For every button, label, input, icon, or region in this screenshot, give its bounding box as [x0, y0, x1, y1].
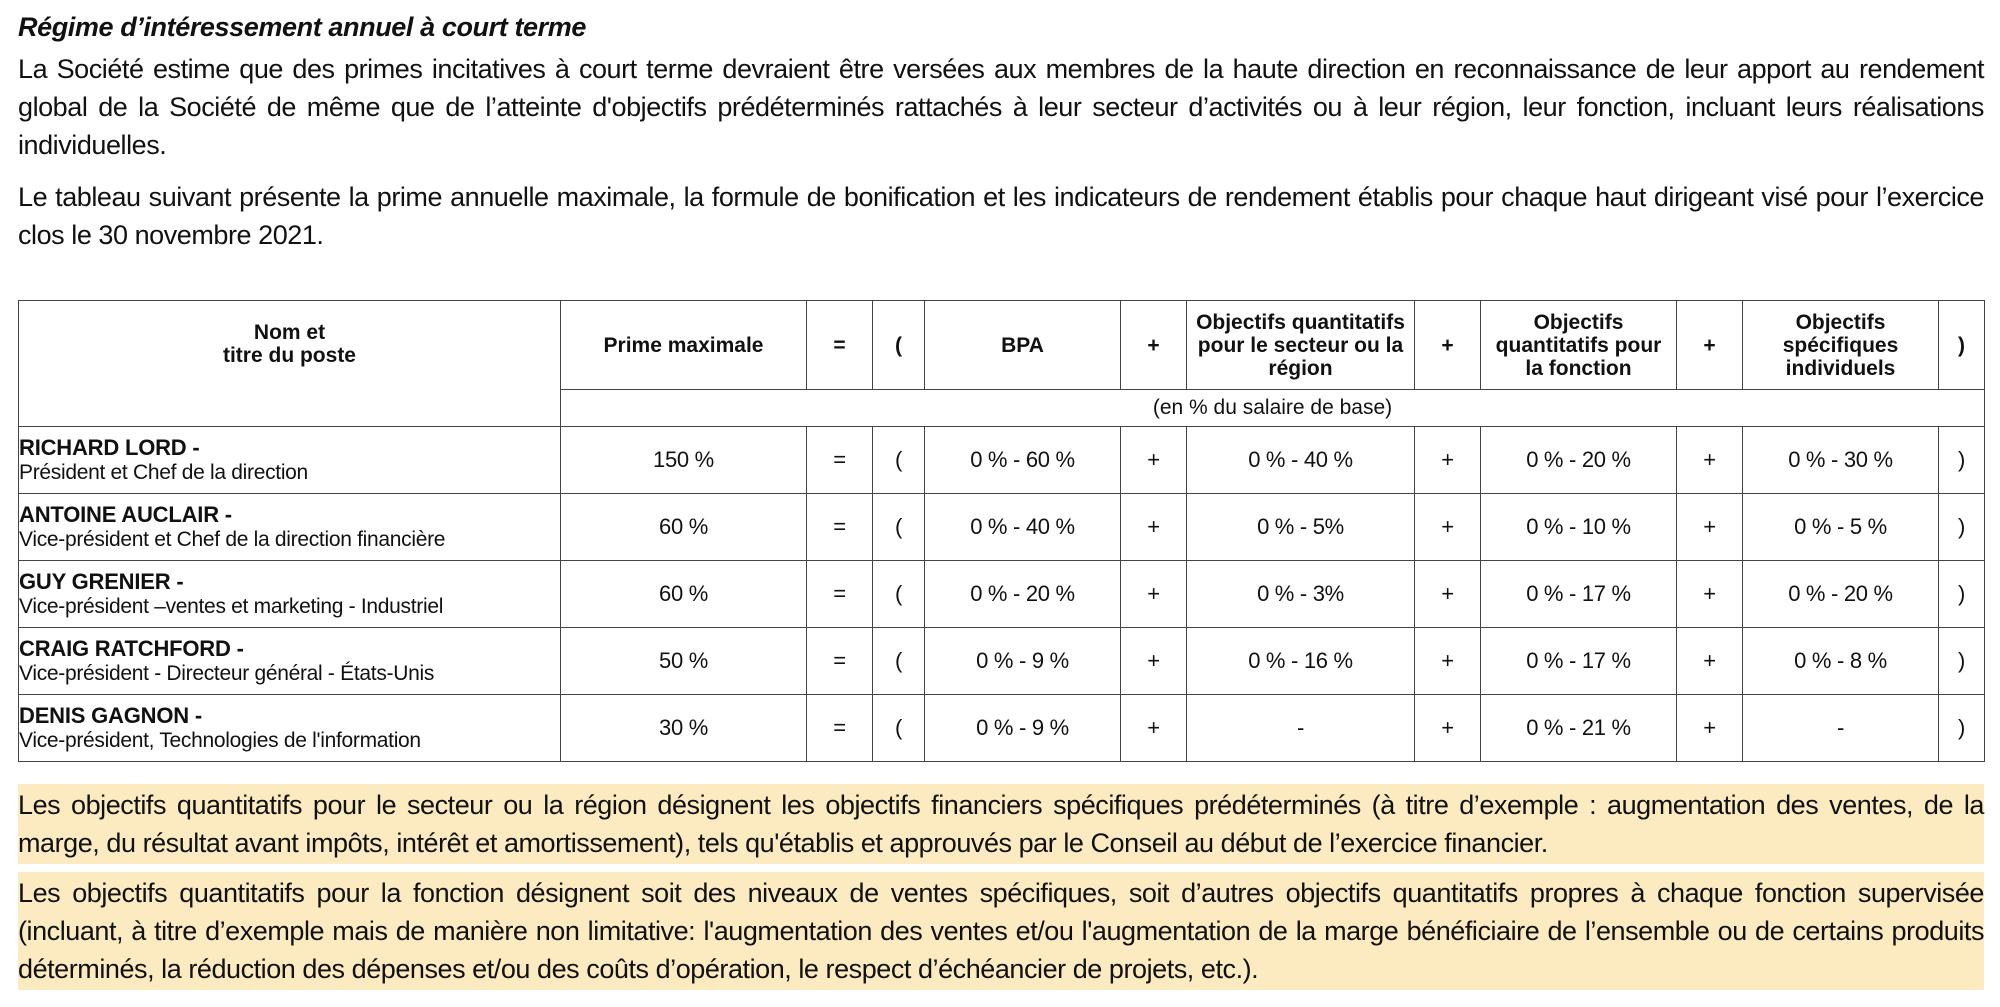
document-page [18, 8, 1984, 984]
sector-cell: 0 % - 3% [1187, 561, 1415, 628]
close-paren-cell: ) [1939, 494, 1985, 561]
executive-name: GUY GRENIER - [19, 569, 184, 594]
sector-cell: 0 % - 5% [1187, 494, 1415, 561]
header-plus: + [1415, 301, 1481, 390]
header-max-bonus: Prime maximale [561, 301, 807, 390]
max-bonus-cell: 30 % [561, 695, 807, 762]
equals-cell: = [807, 628, 873, 695]
plus-cell: + [1121, 427, 1187, 494]
plus-cell: + [1677, 695, 1743, 762]
table-intro-paragraph: Le tableau suivant présente la prime annuelle maximale, la formule de bonification et les indicateurs de rendement établis pour chaque haut dirigeant visé pour l’exercice clos le 30 novembre 2021. [18, 182, 1984, 250]
max-bonus-cell: 150 % [561, 427, 807, 494]
open-paren-cell: ( [873, 695, 925, 762]
table-header-row [19, 301, 1985, 390]
close-paren-cell: ) [1939, 695, 1985, 762]
sector-cell: 0 % - 40 % [1187, 427, 1415, 494]
header-open-paren: ( [873, 301, 925, 390]
individual-cell: 0 % - 5 % [1743, 494, 1939, 561]
section-heading: Régime d’intéressement annuel à court terme [18, 12, 586, 42]
function-cell: 0 % - 21 % [1481, 695, 1677, 762]
table-row [19, 695, 1985, 762]
individual-cell: - [1743, 695, 1939, 762]
table-row [19, 628, 1985, 695]
executive-title: Vice-président, Technologies de l'information [19, 729, 421, 752]
individual-cell: 0 % - 30 % [1743, 427, 1939, 494]
executive-name: DENIS GAGNON - [19, 703, 202, 728]
highlighted-notes [18, 784, 1984, 990]
function-objectives-note: Les objectifs quantitatifs pour la fonction désignent soit des niveaux de ventes spécifiques, soit d’autres objectifs quantitatifs propres à chaque fonction supervisée (incluant, à titre d’exemple mais de manière non limitative: l'augmentation des ventes et/ou l'augmentation de la marge bénéficiaire de l’ensemble ou de certains produits déterminés, la réduction des dépenses et/ou des coûts d’opération, le respect d’échéancier de projets, etc.). [18, 872, 1984, 990]
open-paren-cell: ( [873, 628, 925, 695]
executive-cell [19, 494, 561, 561]
max-bonus-cell: 50 % [561, 628, 807, 695]
header-plus: + [1677, 301, 1743, 390]
function-cell: 0 % - 10 % [1481, 494, 1677, 561]
bpa-cell: 0 % - 9 % [925, 695, 1121, 762]
function-cell: 0 % - 17 % [1481, 561, 1677, 628]
executive-cell [19, 561, 561, 628]
plus-cell: + [1677, 628, 1743, 695]
executive-title: Président et Chef de la direction [19, 461, 308, 484]
individual-cell: 0 % - 20 % [1743, 561, 1939, 628]
open-paren-cell: ( [873, 561, 925, 628]
intro-paragraph: La Société estime que des primes incitatives à court terme devraient être versées aux membres de la haute direction en reconnaissance de leur apport au rendement global de la Société de même que de l’atteinte d'objectifs prédéterminés rattachés à leur secteur d’activités ou à leur région, leur fonction, incluant leurs réalisations individuelles. [18, 54, 1984, 160]
executive-name: CRAIG RATCHFORD - [19, 636, 244, 661]
executive-cell [19, 427, 561, 494]
header-name-title: Nom et titre du poste [19, 301, 561, 427]
sector-cell: - [1187, 695, 1415, 762]
max-bonus-cell: 60 % [561, 561, 807, 628]
plus-cell: + [1121, 695, 1187, 762]
table-row [19, 561, 1985, 628]
plus-cell: + [1677, 427, 1743, 494]
equals-cell: = [807, 561, 873, 628]
close-paren-cell: ) [1939, 427, 1985, 494]
bpa-cell: 0 % - 40 % [925, 494, 1121, 561]
bonus-formula-table [18, 300, 1985, 762]
function-cell: 0 % - 20 % [1481, 427, 1677, 494]
executive-cell [19, 628, 561, 695]
bpa-cell: 0 % - 20 % [925, 561, 1121, 628]
plus-cell: + [1415, 494, 1481, 561]
bpa-cell: 0 % - 9 % [925, 628, 1121, 695]
header-function-objectives: Objectifs quantitatifs pour la fonction [1481, 301, 1677, 390]
executive-title: Vice-président et Chef de la direction financière [19, 528, 446, 551]
table-row [19, 494, 1985, 561]
equals-cell: = [807, 494, 873, 561]
plus-cell: + [1415, 427, 1481, 494]
equals-cell: = [807, 695, 873, 762]
header-plus: + [1121, 301, 1187, 390]
plus-cell: + [1677, 494, 1743, 561]
equals-cell: = [807, 427, 873, 494]
unit-note: (en % du salaire de base) [561, 390, 1985, 427]
executive-name: RICHARD LORD - [19, 435, 200, 460]
table-row [19, 427, 1985, 494]
sector-objectives-note: Les objectifs quantitatifs pour le secteur ou la région désignent les objectifs financiers spécifiques prédéterminés (à titre d’exemple : augmentation des ventes, de la marge, du résultat avant impôts, intérêt et amortissement), tels qu'établis et approuvés par le Conseil au début de l’exercice financier. [18, 784, 1984, 864]
header-sector-objectives: Objectifs quantitatifs pour le secteur ou la région [1187, 301, 1415, 390]
header-equals: = [807, 301, 873, 390]
open-paren-cell: ( [873, 427, 925, 494]
plus-cell: + [1121, 494, 1187, 561]
plus-cell: + [1121, 628, 1187, 695]
plus-cell: + [1677, 561, 1743, 628]
executive-title: Vice-président –ventes et marketing - Industriel [19, 595, 444, 618]
executive-cell [19, 695, 561, 762]
executive-title: Vice-président - Directeur général - États-Unis [19, 662, 435, 685]
bpa-cell: 0 % - 60 % [925, 427, 1121, 494]
plus-cell: + [1415, 695, 1481, 762]
close-paren-cell: ) [1939, 628, 1985, 695]
function-cell: 0 % - 17 % [1481, 628, 1677, 695]
plus-cell: + [1415, 561, 1481, 628]
max-bonus-cell: 60 % [561, 494, 807, 561]
header-individual-objectives: Objectifs spécifiques individuels [1743, 301, 1939, 390]
open-paren-cell: ( [873, 494, 925, 561]
plus-cell: + [1121, 561, 1187, 628]
sector-cell: 0 % - 16 % [1187, 628, 1415, 695]
header-bpa: BPA [925, 301, 1121, 390]
header-close-paren: ) [1939, 301, 1985, 390]
executive-name: ANTOINE AUCLAIR - [19, 502, 232, 527]
individual-cell: 0 % - 8 % [1743, 628, 1939, 695]
close-paren-cell: ) [1939, 561, 1985, 628]
plus-cell: + [1415, 628, 1481, 695]
